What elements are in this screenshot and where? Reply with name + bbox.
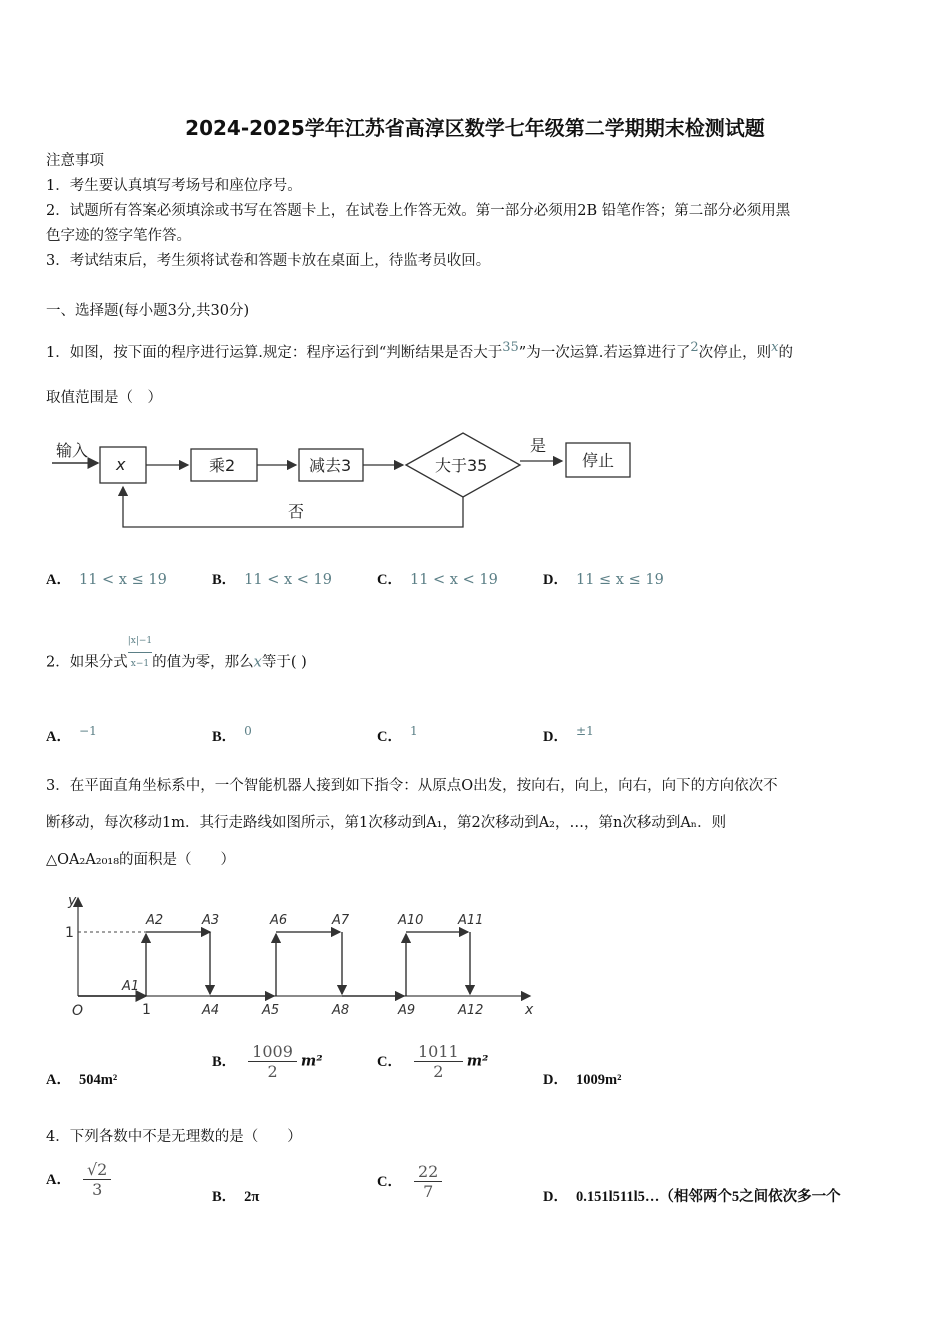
q2-option-b[interactable] — [212, 724, 252, 746]
point-label-a9: A9 — [398, 1003, 416, 1018]
flow-box-x-label: x — [116, 455, 126, 474]
option-text: 2π — [244, 1189, 260, 1205]
q2-option-d[interactable] — [543, 724, 594, 746]
q3-option-d[interactable] — [543, 1068, 621, 1089]
option-fraction — [414, 1162, 442, 1201]
option-letter: D． — [543, 1189, 568, 1205]
option-letter: D． — [543, 728, 568, 745]
q2-frac-num: |x|−1 — [128, 630, 152, 653]
point-label-a4: A4 — [202, 1003, 220, 1018]
notice-item: 色字迹的签字笔作答。 — [46, 228, 191, 244]
point-label-a5: A5 — [262, 1003, 280, 1018]
q4-option-c[interactable] — [377, 1162, 446, 1201]
option-fraction — [414, 1042, 463, 1081]
flowchart — [46, 425, 646, 540]
notice-item: 2．试题所有答案必须填涂或书写在答题卡上，在试卷上作答无效。第一部分必须用2B 铅笔作答；第二部分必须用黑 — [46, 203, 791, 219]
y-axis-label: y — [68, 893, 77, 909]
origin-label: O — [72, 1003, 84, 1019]
q2-option-a[interactable] — [46, 724, 97, 746]
option-text: −1 — [78, 724, 97, 738]
q3-option-b[interactable] — [212, 1042, 323, 1081]
option-text: 11 < x ≤ 19 — [78, 572, 167, 588]
q2-text-b: 的值为零，那么 — [152, 654, 254, 671]
flow-input-label: 输入 — [56, 441, 89, 460]
point-label-a3: A3 — [202, 913, 220, 928]
option-text: 11 ≤ x ≤ 19 — [575, 572, 664, 588]
option-letter: B． — [212, 1189, 237, 1205]
option-fraction — [248, 1042, 297, 1081]
q4-option-b[interactable] — [212, 1185, 259, 1206]
q1-text-c: 次停止，则 — [698, 344, 772, 361]
option-letter: C． — [377, 728, 402, 745]
robot-path-graph — [60, 888, 550, 1028]
option-letter: A． — [46, 1072, 71, 1088]
point-label-a7: A7 — [332, 913, 350, 928]
option-letter: C． — [377, 1173, 402, 1190]
frac-num: 1009 — [248, 1042, 297, 1062]
flow-box-mul-label: 乘2 — [209, 456, 236, 475]
flow-box-stop-label: 停止 — [582, 451, 615, 470]
question-1-line2: 取值范围是（ ） — [46, 390, 162, 406]
section-heading: 一、选择题(每小题3分,共30分) — [46, 303, 250, 319]
question-3-line3: △OA₂A₂₀₁₈的面积是（ ） — [46, 852, 236, 868]
notice-item: 1．考生要认真填写考场号和座位序号。 — [46, 178, 302, 194]
option-letter: C． — [377, 1053, 402, 1070]
question-1-text — [46, 337, 793, 364]
frac-den: 2 — [433, 1062, 444, 1081]
q3-option-a[interactable] — [46, 1068, 117, 1089]
q1-text-d: 的 — [778, 344, 793, 361]
option-text: 1009m² — [575, 1072, 622, 1088]
question-4-text: 4．下列各数中不是无理数的是（ ） — [46, 1129, 302, 1145]
option-letter: A． — [46, 1171, 71, 1188]
q1-text-a: 1．如图，按下面的程序进行运算.规定：程序运行到“判断结果是否大于 — [46, 344, 503, 361]
q1-val35: 35 — [502, 340, 519, 355]
q1-text-b: ”为一次运算.若运算进行了 — [518, 344, 691, 361]
option-text: 504m² — [78, 1072, 118, 1088]
q2-fraction — [128, 630, 152, 675]
option-text: ±1 — [575, 724, 594, 738]
point-label-a2: A2 — [146, 913, 164, 928]
flow-yes-label: 是 — [530, 436, 547, 455]
q2-varx: x — [253, 654, 262, 671]
point-label-a6: A6 — [270, 913, 288, 928]
flow-box-sub-label: 减去3 — [309, 456, 352, 475]
q4-option-a[interactable] — [46, 1160, 115, 1199]
q1-option-b[interactable] — [212, 568, 332, 589]
q2-text-c: 等于( ) — [261, 654, 307, 671]
q3-option-c[interactable] — [377, 1042, 488, 1081]
option-letter: B． — [212, 728, 237, 745]
frac-num: 22 — [414, 1162, 442, 1182]
option-text: 1 — [409, 724, 418, 738]
q4-option-d[interactable] — [543, 1185, 841, 1206]
q1-option-a[interactable] — [46, 568, 167, 589]
y-tick-label: 1 — [65, 925, 74, 941]
option-text: 0 — [244, 724, 252, 738]
q1-option-d[interactable] — [543, 568, 664, 589]
point-label-a1: A1 — [122, 979, 140, 994]
option-unit: m² — [466, 1052, 489, 1070]
flow-diamond-label: 大于35 — [435, 456, 488, 475]
option-letter: A． — [46, 572, 71, 588]
x-axis-label: x — [525, 1002, 534, 1018]
frac-den: 2 — [267, 1062, 278, 1081]
option-text: 11 < x < 19 — [244, 572, 332, 588]
frac-num: 1011 — [414, 1042, 463, 1062]
frac-num: √2 — [83, 1160, 111, 1180]
option-letter: A． — [46, 728, 71, 745]
q2-option-c[interactable] — [377, 724, 418, 746]
q2-text-a: 2．如果分式 — [46, 654, 128, 671]
question-3-line2: 断移动，每次移动1m．其行走路线如图所示，第1次移动到A₁，第2次移动到A₂，…，第n次移动到Aₙ．则 — [46, 815, 727, 831]
point-label-a12: A12 — [458, 1003, 484, 1018]
q1-val2: 2 — [690, 340, 699, 355]
frac-den: 7 — [423, 1182, 434, 1201]
option-letter: D． — [543, 572, 568, 588]
question-3-line1: 3．在平面直角坐标系中，一个智能机器人接到如下指令：从原点O出发，按向右，向上，向右，向下的方向依次不 — [46, 778, 778, 794]
point-label-a10: A10 — [398, 913, 424, 928]
option-unit: m² — [300, 1052, 323, 1070]
option-letter: B． — [212, 1053, 237, 1070]
q1-varx: x — [771, 340, 779, 355]
x-tick-label: 1 — [142, 1002, 151, 1018]
option-letter: B． — [212, 572, 237, 588]
option-text: 11 < x < 19 — [409, 572, 498, 588]
notice-item: 3．考试结束后，考生须将试卷和答题卡放在桌面上，待监考员收回。 — [46, 253, 491, 269]
q2-frac-den: x−1 — [130, 659, 150, 669]
point-label-a8: A8 — [332, 1003, 350, 1018]
q1-option-c[interactable] — [377, 568, 498, 589]
point-label-a11: A11 — [458, 913, 484, 928]
frac-den: 3 — [92, 1180, 103, 1199]
option-letter: D． — [543, 1072, 568, 1088]
option-text: 0.151l511l5…（相邻两个5之间依次多一个 — [575, 1189, 841, 1205]
notice-heading: 注意事项 — [46, 153, 104, 169]
option-letter: C． — [377, 572, 402, 588]
flow-no-label: 否 — [288, 502, 305, 521]
page-title: 2024-2025学年江苏省高淳区数学七年级第二学期期末检测试题 — [185, 116, 765, 140]
option-fraction — [83, 1160, 111, 1199]
question-2-text — [46, 636, 307, 685]
